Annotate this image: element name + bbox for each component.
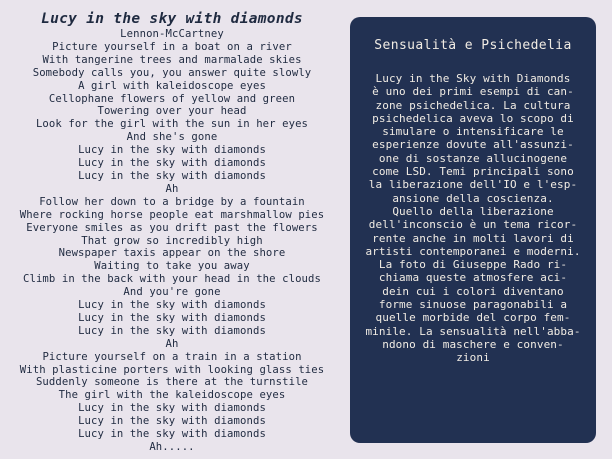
lyric-line: And she's gone [126,131,218,144]
lyric-line: Ah..... [149,441,195,453]
lyric-line: Ah [165,337,179,350]
lyric-line: Lucy in the sky with diamonds [78,428,266,441]
lyrics-list [0,28,344,454]
lyric-line: Lucy in the sky with diamonds [78,144,266,157]
song-title: Lucy in the sky with diamonds [41,11,303,27]
card-text-line: esperienze dovute all'assunzi- [372,138,574,152]
card-text-line: quelle morbide del corpo fem- [375,311,571,325]
info-card [350,17,596,443]
lyric-line: Climb in the back with your head in the clouds [23,273,321,286]
card-text-line: La foto di Giuseppe Rado ri- [378,258,568,272]
lyric-line: Picture yourself on a train in a station [42,350,302,363]
lyric-line: Cellophane flowers of yellow and green [48,92,296,105]
card-text-line: dein cui i colori diventano [382,284,564,298]
card-text-line: zone psichedelica. La cultura [375,98,571,112]
card-text-line: one di sostanze allucinogene [378,151,568,165]
card-text-line: ansione della coscienza. [392,191,554,205]
lyric-line: Lucy in the sky with diamonds [78,415,266,428]
lyric-line: Suddenly someone is there at the turnstile [35,376,309,389]
lyric-line: With plasticine porters with looking glass ties [19,363,325,376]
lyric-line: Lucy in the sky with diamonds [78,299,266,312]
lyric-line: Lucy in the sky with diamonds [78,157,266,170]
lyric-line: That grow so incredibly high [81,234,263,247]
card-title: Sensualità e Psichedelia [374,38,572,53]
lyric-line: Follow her down to a bridge by a fountain [39,195,305,208]
card-text-line: è uno dei primi esempi di can- [372,85,574,99]
lyric-line: Where rocking horse people eat marshmallow pies [19,208,325,221]
lyric-line: And you're gone [123,286,221,299]
lyric-line: Somebody calls you, you answer quite slowly [32,66,312,79]
lyric-line: With tangerine trees and marmalade skies [42,53,302,66]
card-text-line: psichedelica aveva lo scopo di [372,111,574,125]
card-body [350,72,596,365]
lyric-line: Everyone smiles as you drift past the flowers [26,221,318,234]
lyrics-column [0,10,344,454]
card-text-line: dell'inconscio è un tema ricor- [368,218,578,232]
lyric-line: Towering over your head [97,105,247,118]
card-text-line: forme sinuose paragonabili a [378,298,568,312]
lyric-line: The girl with the kaleidoscope eyes [58,389,286,402]
card-text-line: la liberazione dell'IO e l'esp- [368,178,578,192]
card-text-line: Lucy in the Sky with Diamonds [375,72,571,85]
card-text-line: artisti contemporanei e moderni. [365,244,581,258]
lyric-line: Look for the girl with the sun in her eyes [35,118,309,131]
lyric-line: Ah [165,182,179,195]
card-text-line: rente anche in molti lavori di [372,231,574,245]
lyric-line: Picture yourself in a boat on a river [52,40,292,53]
card-text-line: zioni [456,351,490,365]
lyric-line: Lucy in the sky with diamonds [78,402,266,415]
card-text-line: chiama queste atmosfere aci- [378,271,568,285]
lyric-line: Newspaper taxis appear on the shore [58,247,286,260]
lyric-line: A girl with kaleidoscope eyes [78,79,266,92]
lyric-line: Lucy in the sky with diamonds [78,169,266,182]
song-author: Lennon-McCartney [120,28,224,40]
card-text-line: minile. La sensualità nell'abba- [365,324,581,338]
lyric-line: Lucy in the sky with diamonds [78,311,266,324]
card-text-line: come LSD. Temi principali sono [372,165,574,179]
card-text-line: simulare o intensificare le [382,125,564,139]
card-text-line: ndono di maschere e conven- [382,337,564,351]
lyric-line: Lucy in the sky with diamonds [78,324,266,337]
lyric-line: Waiting to take you away [94,260,250,273]
card-text-line: Quello della liberazione [392,204,554,218]
